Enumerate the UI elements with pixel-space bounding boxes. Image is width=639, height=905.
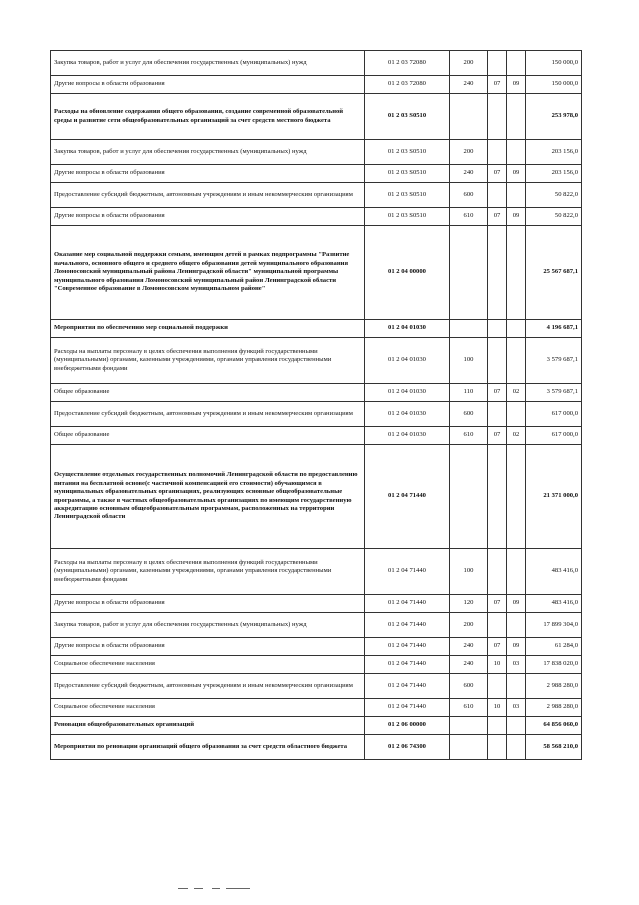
cell-amount: 4 196 687,1 <box>526 320 582 338</box>
cell-row-name: Предоставление субсидий бюджетным, автономным учреждениям и иным некоммерческим организациям <box>51 402 365 427</box>
table-row <box>51 427 582 445</box>
table-row <box>51 320 582 338</box>
cell-subsection <box>507 338 526 384</box>
cell-expense-type: 600 <box>450 183 488 208</box>
cell-amount: 21 371 000,0 <box>526 445 582 549</box>
cell-section <box>488 94 507 140</box>
cell-target-code: 01 2 04 71440 <box>365 595 450 613</box>
cell-amount: 203 156,0 <box>526 165 582 183</box>
cell-target-code: 01 2 04 00000 <box>365 226 450 320</box>
table-row <box>51 208 582 226</box>
cell-amount: 50 822,0 <box>526 183 582 208</box>
cell-expense-type: 100 <box>450 549 488 595</box>
cell-amount: 61 284,0 <box>526 638 582 656</box>
table-row <box>51 595 582 613</box>
cell-subsection <box>507 94 526 140</box>
cell-row-name: Другие вопросы в области образования <box>51 76 365 94</box>
cell-row-name: Социальное обеспечение населения <box>51 699 365 717</box>
cell-target-code: 01 2 03 S0510 <box>365 94 450 140</box>
cell-subsection <box>507 183 526 208</box>
cell-expense-type: 200 <box>450 613 488 638</box>
cell-subsection: 03 <box>507 656 526 674</box>
cell-expense-type: 240 <box>450 638 488 656</box>
cell-row-name: Расходы на обновление содержания общего образования, создание современной образовательной среды и развитие сети общеобразовательных организаций за счет средств местного бюджета <box>51 94 365 140</box>
cell-expense-type: 600 <box>450 402 488 427</box>
cell-section: 07 <box>488 638 507 656</box>
cell-expense-type: 610 <box>450 699 488 717</box>
cell-target-code: 01 2 04 71440 <box>365 638 450 656</box>
budget-table <box>50 50 582 760</box>
cell-row-name: Социальное обеспечение населения <box>51 656 365 674</box>
table-row <box>51 226 582 320</box>
cell-section <box>488 717 507 735</box>
cell-subsection: 02 <box>507 384 526 402</box>
cell-expense-type <box>450 94 488 140</box>
cell-section: 07 <box>488 384 507 402</box>
table-row <box>51 165 582 183</box>
cell-row-name: Мероприятия по обеспечению мер социальной поддержки <box>51 320 365 338</box>
cell-amount: 617 000,0 <box>526 402 582 427</box>
cell-expense-type <box>450 445 488 549</box>
cell-amount: 3 579 687,1 <box>526 384 582 402</box>
table-row <box>51 735 582 760</box>
table-row <box>51 94 582 140</box>
cell-section: 07 <box>488 165 507 183</box>
table-row <box>51 76 582 94</box>
cell-row-name: Другие вопросы в области образования <box>51 208 365 226</box>
cell-target-code: 01 2 04 71440 <box>365 674 450 699</box>
table-row <box>51 445 582 549</box>
table-row <box>51 384 582 402</box>
cell-amount: 25 567 687,1 <box>526 226 582 320</box>
cell-target-code: 01 2 04 01030 <box>365 338 450 384</box>
cell-subsection <box>507 613 526 638</box>
cell-row-name: Реновация общеобразовательных организаций <box>51 717 365 735</box>
table-row <box>51 613 582 638</box>
cell-expense-type: 600 <box>450 674 488 699</box>
table-row <box>51 183 582 208</box>
cell-amount: 2 988 280,0 <box>526 674 582 699</box>
cell-subsection: 09 <box>507 165 526 183</box>
cell-section: 10 <box>488 699 507 717</box>
cell-subsection: 09 <box>507 638 526 656</box>
table-row <box>51 717 582 735</box>
footer-scan-mark <box>178 887 268 891</box>
cell-amount: 64 856 060,0 <box>526 717 582 735</box>
cell-section <box>488 183 507 208</box>
cell-expense-type: 200 <box>450 140 488 165</box>
cell-row-name: Закупка товаров, работ и услуг для обеспечения государственных (муниципальных) нужд <box>51 613 365 638</box>
cell-amount: 203 156,0 <box>526 140 582 165</box>
table-row <box>51 638 582 656</box>
table-row <box>51 51 582 76</box>
cell-amount: 253 978,0 <box>526 94 582 140</box>
cell-row-name: Другие вопросы в области образования <box>51 638 365 656</box>
cell-subsection: 02 <box>507 427 526 445</box>
cell-row-name: Предоставление субсидий бюджетным, автономным учреждениям и иным некоммерческим организациям <box>51 674 365 699</box>
cell-expense-type: 100 <box>450 338 488 384</box>
cell-amount: 2 988 280,0 <box>526 699 582 717</box>
cell-subsection <box>507 717 526 735</box>
cell-expense-type: 240 <box>450 656 488 674</box>
table-row <box>51 549 582 595</box>
cell-row-name: Другие вопросы в области образования <box>51 595 365 613</box>
cell-row-name: Общее образование <box>51 384 365 402</box>
cell-row-name: Закупка товаров, работ и услуг для обеспечения государственных (муниципальных) нужд <box>51 140 365 165</box>
cell-subsection <box>507 226 526 320</box>
cell-section <box>488 445 507 549</box>
cell-target-code: 01 2 03 S0510 <box>365 183 450 208</box>
table-row <box>51 338 582 384</box>
cell-expense-type: 610 <box>450 427 488 445</box>
cell-subsection: 09 <box>507 595 526 613</box>
cell-row-name: Предоставление субсидий бюджетным, автономным учреждениям и иным некоммерческим организациям <box>51 183 365 208</box>
cell-amount: 150 000,0 <box>526 51 582 76</box>
budget-table-body <box>51 51 582 760</box>
cell-amount: 483 416,0 <box>526 595 582 613</box>
cell-row-name: Оказание мер социальной поддержки семьям, имеющим детей в рамках подпрограммы "Развитие начального, основного общего и среднего общего образования детей муниципального образования Ломоносовский муниципальный района Ленинградской области" муниципальной программы муниципального образования Ломоносовский муниципальный район Ленинградской области "Современное образование в Ломоносовском муниципальном районе" <box>51 226 365 320</box>
cell-expense-type <box>450 717 488 735</box>
cell-target-code: 01 2 04 01030 <box>365 402 450 427</box>
cell-amount: 150 000,0 <box>526 76 582 94</box>
cell-subsection: 09 <box>507 208 526 226</box>
cell-target-code: 01 2 06 74300 <box>365 735 450 760</box>
cell-expense-type: 610 <box>450 208 488 226</box>
cell-expense-type: 120 <box>450 595 488 613</box>
cell-expense-type <box>450 320 488 338</box>
cell-target-code: 01 2 03 S0510 <box>365 140 450 165</box>
cell-target-code: 01 2 04 71440 <box>365 445 450 549</box>
cell-subsection: 09 <box>507 76 526 94</box>
cell-subsection <box>507 674 526 699</box>
cell-section <box>488 320 507 338</box>
cell-amount: 17 899 304,0 <box>526 613 582 638</box>
cell-section <box>488 226 507 320</box>
cell-section: 10 <box>488 656 507 674</box>
cell-section <box>488 402 507 427</box>
cell-subsection: 03 <box>507 699 526 717</box>
cell-expense-type: 110 <box>450 384 488 402</box>
cell-target-code: 01 2 03 S0510 <box>365 208 450 226</box>
cell-target-code: 01 2 04 71440 <box>365 699 450 717</box>
cell-expense-type <box>450 226 488 320</box>
cell-target-code: 01 2 04 01030 <box>365 320 450 338</box>
cell-section: 07 <box>488 208 507 226</box>
cell-section <box>488 140 507 165</box>
cell-subsection <box>507 320 526 338</box>
cell-subsection <box>507 51 526 76</box>
table-row <box>51 140 582 165</box>
cell-section <box>488 735 507 760</box>
cell-subsection <box>507 445 526 549</box>
cell-row-name: Общее образование <box>51 427 365 445</box>
cell-amount: 617 000,0 <box>526 427 582 445</box>
cell-subsection <box>507 402 526 427</box>
cell-section <box>488 549 507 595</box>
cell-target-code: 01 2 04 01030 <box>365 384 450 402</box>
cell-subsection <box>507 735 526 760</box>
cell-target-code: 01 2 03 S0510 <box>365 165 450 183</box>
cell-amount: 483 416,0 <box>526 549 582 595</box>
cell-row-name: Мероприятия по реновации организаций общего образования за счет средств областного бюджета <box>51 735 365 760</box>
cell-subsection <box>507 140 526 165</box>
table-row <box>51 699 582 717</box>
cell-row-name: Расходы на выплаты персоналу в целях обеспечения выполнения функций государственными (муниципальными) органами, казенными учреждениями, органами управления государственными внебюджетными фондами <box>51 549 365 595</box>
cell-target-code: 01 2 03 72080 <box>365 76 450 94</box>
cell-amount: 58 568 210,0 <box>526 735 582 760</box>
cell-section: 07 <box>488 595 507 613</box>
table-row <box>51 674 582 699</box>
cell-amount: 17 838 020,0 <box>526 656 582 674</box>
cell-expense-type: 200 <box>450 51 488 76</box>
cell-row-name: Расходы на выплаты персоналу в целях обеспечения выполнения функций государственными (муниципальными) органами, казенными учреждениями, органами управления государственными внебюджетными фондами <box>51 338 365 384</box>
cell-target-code: 01 2 04 71440 <box>365 656 450 674</box>
cell-amount: 50 822,0 <box>526 208 582 226</box>
cell-row-name: Другие вопросы в области образования <box>51 165 365 183</box>
cell-expense-type: 240 <box>450 76 488 94</box>
table-row <box>51 656 582 674</box>
cell-section: 07 <box>488 76 507 94</box>
cell-target-code: 01 2 03 72080 <box>365 51 450 76</box>
table-row <box>51 402 582 427</box>
cell-target-code: 01 2 04 01030 <box>365 427 450 445</box>
cell-row-name: Закупка товаров, работ и услуг для обеспечения государственных (муниципальных) нужд <box>51 51 365 76</box>
cell-section <box>488 613 507 638</box>
cell-target-code: 01 2 04 71440 <box>365 613 450 638</box>
cell-expense-type <box>450 735 488 760</box>
cell-amount: 3 579 687,1 <box>526 338 582 384</box>
cell-row-name: Осуществление отдельных государственных полномочий Ленинградской области по предоставлению питания на бесплатной основе(с частичной компенсацией его стоимости) обучающимся в муниципальных образовательных организациях, реализующих основные общеобразовательные программы, а также в частных общеобразовательных организациях по имеющим государственную аккредитацию основным общеобразовательным программам, расположенных на территории Ленинградской области <box>51 445 365 549</box>
cell-target-code: 01 2 06 00000 <box>365 717 450 735</box>
cell-section <box>488 51 507 76</box>
cell-section <box>488 338 507 384</box>
cell-target-code: 01 2 04 71440 <box>365 549 450 595</box>
cell-expense-type: 240 <box>450 165 488 183</box>
cell-section: 07 <box>488 427 507 445</box>
cell-section <box>488 674 507 699</box>
cell-subsection <box>507 549 526 595</box>
